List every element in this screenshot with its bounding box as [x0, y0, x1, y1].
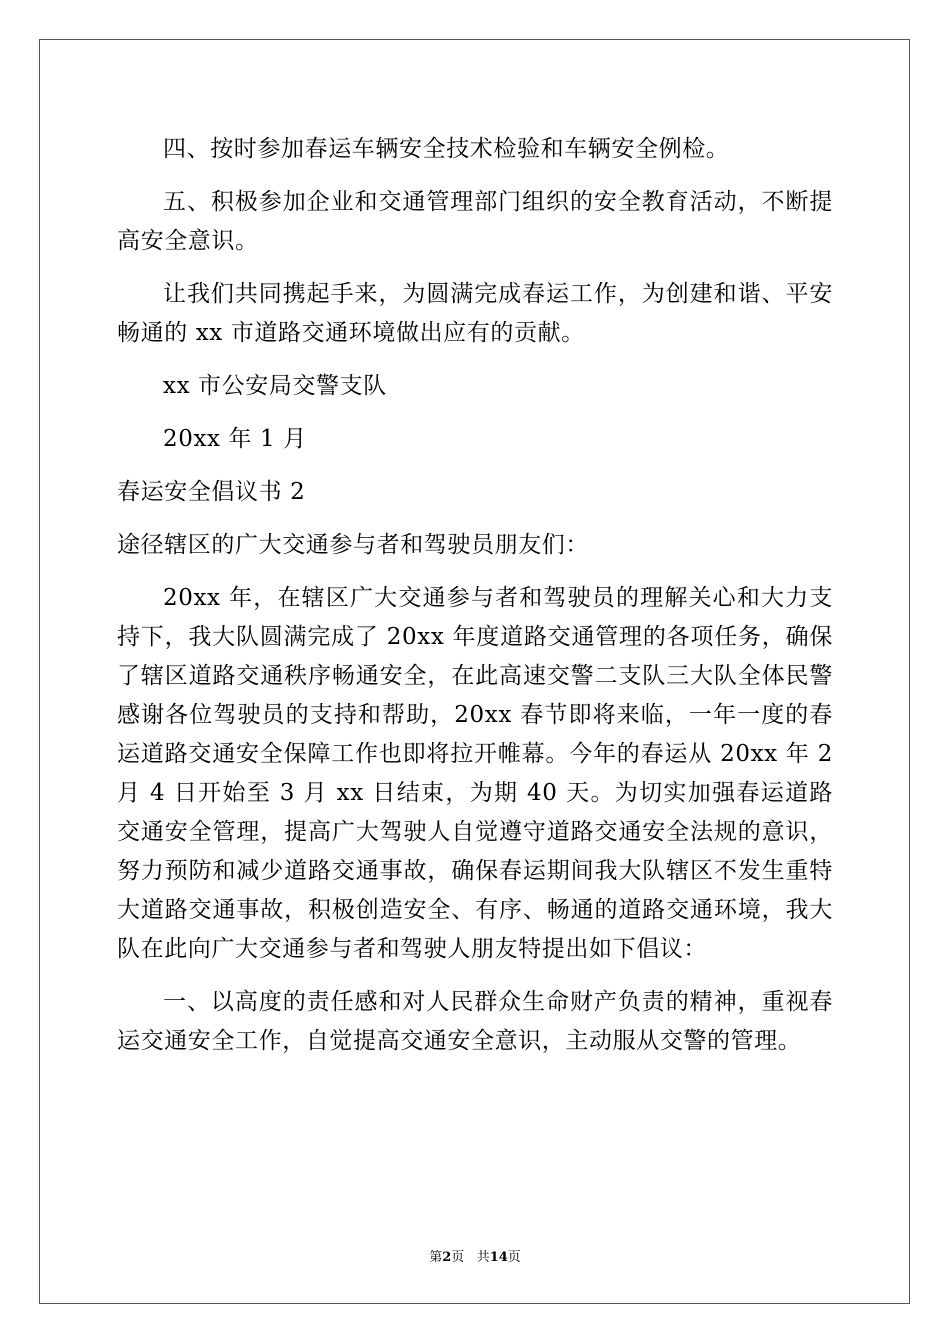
section-title: 春运安全倡议书 2	[117, 479, 306, 505]
document-body	[117, 130, 833, 1075]
total-prefix: 共	[476, 1250, 490, 1265]
salutation: 途径辖区的广大交通参与者和驾驶员朋友们：	[117, 532, 589, 558]
signature-date: 20xx 年 1 月	[163, 426, 307, 452]
paragraph: 四、按时参加春运车辆安全技术检验和车辆安全例检。	[163, 136, 730, 162]
paragraph: 让我们共同携起手来，为圆满完成春运工作，为创建和谐、平安畅通的 xx 市道路交通环境做出应有的贡献。	[117, 281, 833, 346]
page-prefix: 第	[429, 1250, 443, 1265]
paragraph: 一、以高度的责任感和对人民群众生命财产负责的精神，重视春运交通安全工作，自觉提高交通安全意识，主动服从交警的管理。	[117, 989, 833, 1054]
paragraph: 20xx 年，在辖区广大交通参与者和驾驶员的理解关心和大力支持下，我大队圆满完成了 20xx 年度道路交通管理的各项任务，确保了辖区道路交通秩序畅通安全，在此高速交警二支队三大队全体民警感谢各位驾驶员的支持和帮助，20xx 春节即将来临，一年一度的春运道路交通安全保障工作也即将拉开帷幕。今年的春运从 20xx 年 2 月 4 日开始至 3 月 xx 日结束，为期 40 天。为切实加强春运道路交通安全管理，提高广大驾驶人自觉遵守道路交通安全法规的意识，努力预防和减少道路交通事故，确保春运期间我大队辖区不发生重特大道路交通事故，积极创造安全、有序、畅通的道路交通环境，我大队在此向广大交通参与者和驾驶人朋友特提出如下倡议：	[117, 585, 833, 962]
page-footer	[0, 1246, 950, 1265]
page-suffix: 页	[451, 1250, 465, 1265]
total-suffix: 页	[507, 1250, 521, 1265]
paragraph: 五、积极参加企业和交通管理部门组织的安全教育活动，不断提高安全意识。	[117, 189, 833, 254]
page-number: 2	[442, 1250, 452, 1265]
total-pages: 14	[489, 1250, 508, 1265]
signature-organization: xx 市公安局交警支队	[163, 373, 387, 399]
